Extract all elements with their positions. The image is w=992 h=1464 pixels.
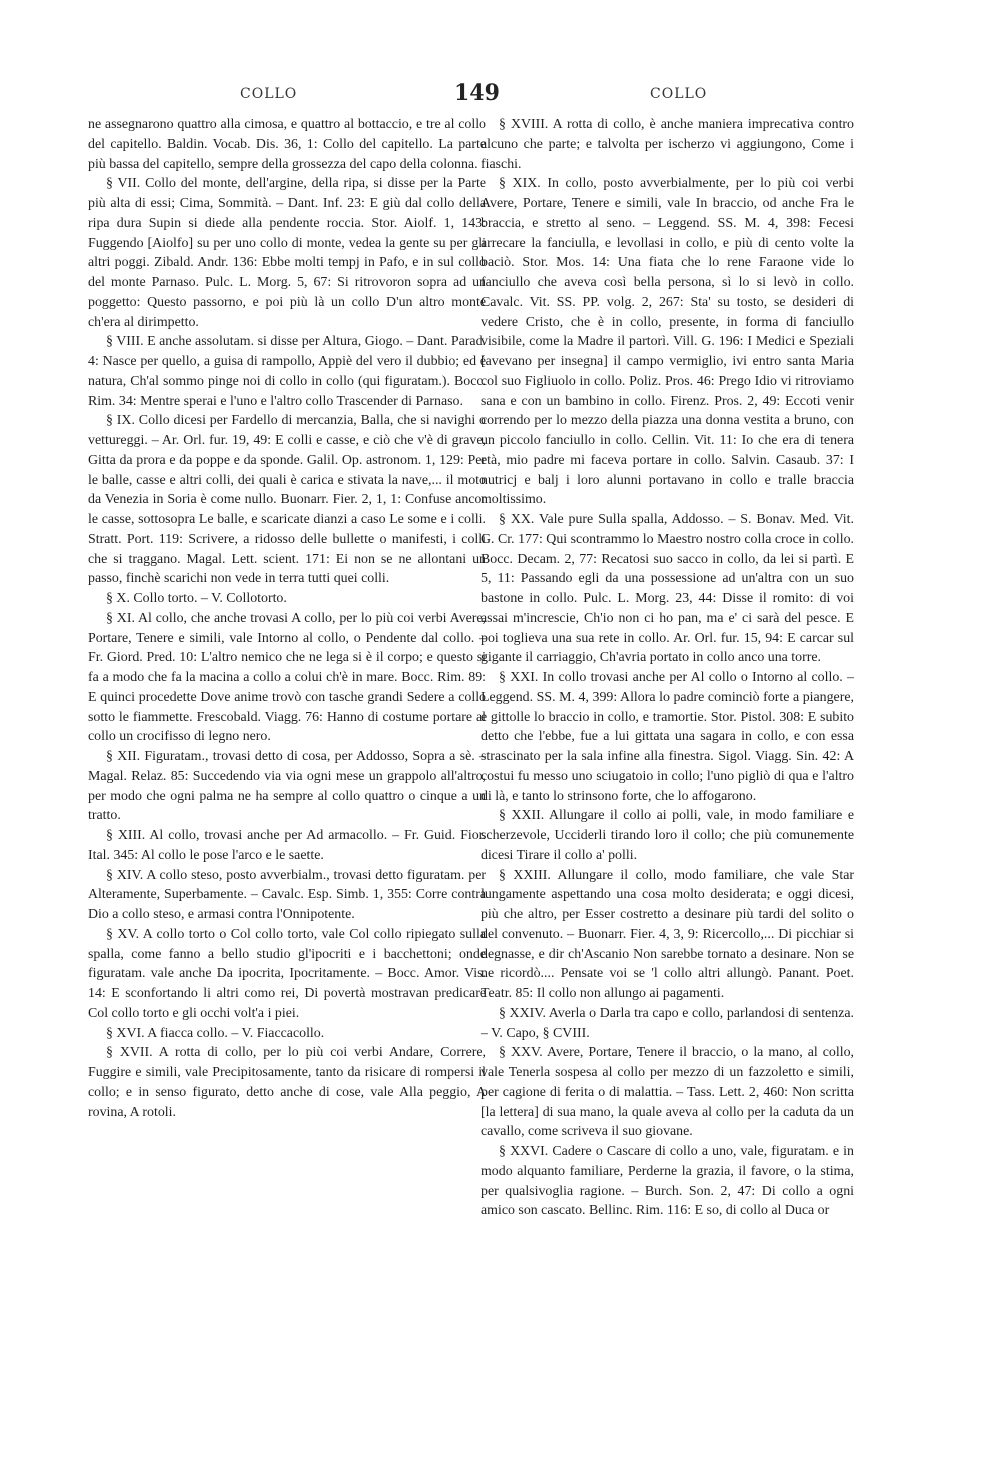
entry-paragraph: § XXV. Avere, Portare, Tenere il braccio, o la mano, al collo, vale Tenerla sospesa al collo per mezzo di un fazzoletto e simili, per cagione di ferita o di malattia. – Tass. Lett. 2, 460: Non scritta [la lettera] di sua mano, la quale aveva al collo per la caduta da un cavallo, come scriveva il suo giovane. bbox=[481, 1045, 854, 1140]
entry-paragraph: § XXII. Allungare il collo ai polli, vale, in modo familiare e scherzevole, Ucciderli tirando loro il collo; che più comunemente dicesi Tirare il collo a' polli. bbox=[481, 808, 854, 863]
entry-paragraph: § IX. Collo dicesi per Fardello di mercanzia, Balla, che si navighi o vettureggi. – Ar. Orl. fur. 19, 49: E colli e casse, e ciò che v'è di grave, Gitta da prora e da poppe e da sponde. Galil. Op. astronom. 1, 129: Per le balle, casse e altri colli, dei quali è carica e stivata la nave,... il moto da Venezia in Soria è come nullo. Buonarr. Fier. 2, 1, 1: Confuse ancor le casse, sottosopra Le balle, e scaricate dianzi a caso Le some e i colli. Stratt. Port. 119: Scrivere, a ridosso delle bullette o manifesti, i colli che si traggano. Magal. Lett. scient. 171: Ei non se ne allontani un passo, finchè scarichi non vede in terra tutti quei colli. bbox=[88, 413, 486, 587]
entry-paragraph: § XII. Figuratam., trovasi detto di cosa, per Addosso, Sopra a sè. – Magal. Relaz. 85: Succedendo via via ogni mese un grappolo all'altro, per modo che ogni palma ne ha sempre al collo quattro o cinque a un tratto. bbox=[88, 749, 486, 824]
running-header-left: COLLO bbox=[240, 86, 298, 102]
entry-paragraph: § XXIII. Allungare il collo, modo familiare, che vale Star lungamente aspettando una cosa molto desiderata; e oggi dicesi, più che altro, per Esser costretto a desinare più tardi del solito o del convenuto. – Buonarr. Fier. 4, 3, 9: Ricercollo,... Di picchiar si degnasse, e dir ch'Ascanio Non sarebbe tornato a desinare. Non se ne ricordò.... Pensate voi se 'l collo altri allungò. Panant. Poet. Teatr. 85: Il collo non allungo ai pagamenti. bbox=[481, 867, 854, 1001]
running-header-right: COLLO bbox=[650, 86, 708, 102]
entry-paragraph: § VII. Collo del monte, dell'argine, della ripa, si disse per la Parte più alta di essi; Cima, Sommità. – Dant. Inf. 23: E giù dal collo della ripa dura Supin si diede alla pendente roccia. Stor. Aiolf. 1, 143: Fuggendo [Aiolfo] su per uno collo di monte, vedea la gente su per gli altri poggi. Zibald. Andr. 136: Ebbe molti tempj in Pafo, e in sul collo del monte Parnaso. Pulc. L. Morg. 5, 67: Si ritrovoron sopra ad un poggetto: Questo passorno, e poi più là un collo D'un altro monte ch'era al dirimpetto. bbox=[88, 176, 486, 330]
entry-paragraph: § XIX. In collo, posto avverbialmente, per lo più coi verbi Avere, Portare, Tenere e simili, vale In braccio, od anche Fra le braccia, e stretto al seno. – Leggend. SS. M. 4, 398: Fecesi arrecare la fanciulla, e levollasi in collo, e più di cento volte la baciò. Stor. Mos. 14: Una fiata che lo rene Faraone vide lo fanciullo che aveva così bella persona, sì lo si levò in collo. Cavalc. Vit. SS. PP. volg. 2, 267: Sta' su tosto, se desideri di vedere Cristo, che è in collo, presente, in forma di fanciullo visibile, come la Madre il partorì. Vill. G. 196: I Medici e Speziali [avevano per insegna] il campo vermiglio, ivi entro santa Maria col suo Figliuolo in collo. Poliz. Pros. 46: Prego Idio vi ritroviamo sana e con un bambino in collo. Firenz. Pros. 2, 49: Eccoti venir correndo per lo mezzo della piazza una donna vestita a bruno, con un piccolo fanciullo in collo. Cellin. Vit. 11: Io che era di tenera età, mio padre mi faceva portare in collo. Salvin. Casaub. 37: I nutricj e balj i loro alunni portavano in collo e tralle braccia moltissimo. bbox=[481, 176, 854, 508]
entry-paragraph: § XVII. A rotta di collo, per lo più coi verbi Andare, Correre, Fuggire e simili, vale Precipitosamente, tanto da risicare di rompersi il collo; e in senso figurato, detto anche di cose, vale Alla peggio, A rovina, A rotoli. bbox=[88, 1045, 486, 1120]
entry-paragraph: § XI. Al collo, che anche trovasi A collo, per lo più coi verbi Avere, Portare, Tenere e simili, vale Intorno al collo, o Pendente dal collo. – Fr. Giord. Pred. 10: L'altro nemico che ne lega si è il corpo; e questo si fa a modo che fa la macina a collo a colui ch'è in mare. Bocc. Rim. 89: E quinci procedette Dove anime trovò con tasche grandi Sedere a collo sotto le fiammette. Frescobald. Viagg. 76: Hanno di costume portare al collo un crocifisso di legno nero. bbox=[88, 610, 486, 745]
entry-paragraph: § X. Collo torto. – V. Collotorto. bbox=[106, 591, 287, 606]
entry-paragraph: § VIII. E anche assolutam. si disse per Altura, Giogo. – Dant. Parad. 4: Nasce per quello, a guisa di rampollo, Appiè del vero il dubbio; ed è natura, Ch'al sommo pinge noi di collo in collo (qui figuratam.). Bocc. Rim. 34: Mentre sperai e l'uno e l'altro collo Trascender di Parnaso. bbox=[88, 334, 486, 409]
entry-paragraph: § XIII. Al collo, trovasi anche per Ad armacollo. – Fr. Guid. Fior. Ital. 345: Al collo le pose l'arco e le saette. bbox=[88, 828, 486, 863]
entry-paragraph: § XXVI. Cadere o Cascare di collo a uno, vale, figuratam. e in modo alquanto familiare, Perderne la grazia, il favore, o la stima, per qualsivoglia ragione. – Burch. Son. 2, 47: Di collo a ogni amico son cascato. Bellinc. Rim. 116: E so, di collo al Duca or bbox=[481, 1144, 854, 1219]
right-column bbox=[481, 115, 854, 1221]
entry-paragraph: § XVI. A fiacca collo. – V. Fiaccacollo. bbox=[106, 1025, 325, 1041]
entry-paragraph: § XVIII. A rotta di collo, è anche maniera imprecativa contro alcuno che parte; e talvolta per ischerzo vi aggiungono, Come i fiaschi. bbox=[481, 117, 854, 172]
entry-paragraph: § XIV. A collo steso, posto avverbialm., trovasi detto figuratam. per Alteramente, Superbamente. – Cavalc. Esp. Simb. 1, 355: Corre contra Dio a collo steso, e armasi contra l'Onnipotente. bbox=[88, 867, 486, 922]
entry-paragraph: § XV. A collo torto o Col collo torto, vale Col collo ripiegato sulla spalla, come fanno a bello studio gl'ipocriti e i bacchettoni; onde figuratam. vale anche Da ipocrita, Ipocritamente. – Bocc. Amor. Vis. 14: E sconfortando li altri como rei, Di povertà mostravan predicare Col collo torto e gli occhi volt'a i piei. bbox=[88, 926, 486, 1021]
left-column bbox=[88, 115, 486, 1122]
continued-paragraph: ne assegnarono quattro alla cimosa, e quattro al bottaccio, e tre al collo del capitello. Baldin. Vocab. Dis. 36, 1: Collo del capitello. La parte più bassa del capitello, sempre della grossezza del capo della colonna. bbox=[88, 117, 486, 172]
entry-paragraph: § XX. Vale pure Sulla spalla, Addosso. – S. Bonav. Med. Vit. G. Cr. 177: Qui scontrammo lo Maestro nostro colla croce in collo. Bocc. Decam. 2, 77: Recatosi suo sacco in collo, da lei si partì. E 5, 11: Passando egli da una possessione ad un'altra con un suo bastone in collo. Pulc. L. Morg. 23, 44: Disse il romito: di voi assai m'increscie, Ch'io non ci ho pan, ma e' ci sarà del pesce. E poi toglieva una sua rete in collo. Ar. Orl. fur. 15, 94: E carcar sul gigante il carriaggio, Ch'avria portato in collo anco una torre. bbox=[481, 512, 854, 666]
page-number: 149 bbox=[454, 80, 500, 106]
entry-paragraph: § XXI. In collo trovasi anche per Al collo o Intorno al collo. – Leggend. SS. M. 4, 399: Allora lo padre cominciò forte a piangere, e gittolle lo braccio in collo, e tramortie. Stor. Pistol. 308: E subito detto che l'ebbe, fue a lui gittata una sagara in collo, e con essa strascinato per la sala infine alla finestra. Sigol. Viagg. Sin. 42: A costui fu messo uno sciugatoio in collo; l'uno pigliò di qua e l'altro di là, e tanto lo strinsono forte, che lo affogarono. bbox=[481, 670, 854, 804]
entry-paragraph: § XXIV. Averla o Darla tra capo e collo, parlandosi di sentenza. – V. Capo, § CVIII. bbox=[481, 1005, 854, 1041]
